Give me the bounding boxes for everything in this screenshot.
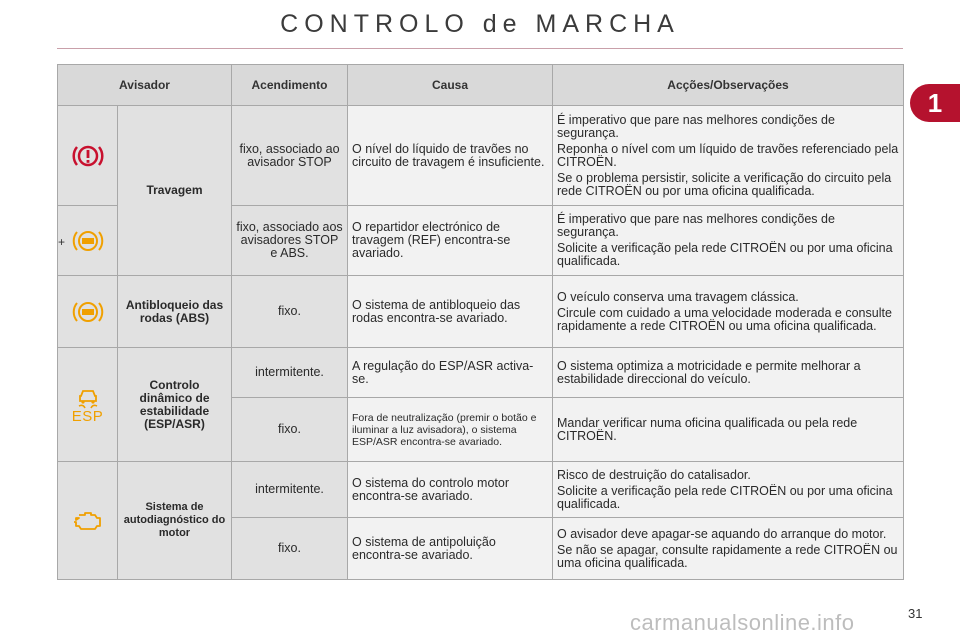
accao-text: Mandar verificar numa oficina qualificada ou pela rede CITROËN.	[557, 415, 858, 443]
page-number: 31	[908, 606, 923, 621]
causa-cell: O repartidor electrónico de travagem (REF) encontra-se avariado.	[348, 206, 553, 276]
esp-skid-icon	[73, 387, 103, 409]
accoes-cell	[553, 348, 904, 398]
header-causa: Causa	[348, 65, 553, 106]
system-travagem: Travagem	[118, 106, 232, 276]
acendimento-cell: fixo, associado ao avisador STOP	[232, 106, 348, 206]
abs-warning-icon	[71, 297, 105, 327]
abs-warning-icon	[71, 226, 105, 256]
system-esp: Controlo dinâmico de estabilidade (ESP/ASR)	[118, 348, 232, 462]
engine-check-icon	[71, 509, 105, 533]
accoes-cell	[553, 462, 904, 518]
header-acendimento: Acendimento	[232, 65, 348, 106]
acendimento-cell: fixo, associado aos avisadores STOP e ABS.	[232, 206, 348, 276]
esp-text-icon: ESP	[71, 407, 104, 425]
acendimento-cell: fixo.	[232, 398, 348, 462]
accao-text: O avisador deve apagar-se aquando do arranque do motor.	[557, 526, 887, 541]
warning-lights-table	[57, 64, 904, 580]
icon-cell	[58, 348, 118, 462]
accao-text: Solicite a verificação pela rede CITROËN ou por uma oficina qualificada.	[557, 241, 893, 268]
plus-sign: +	[58, 235, 66, 249]
brake-warning-icon	[71, 141, 105, 171]
acendimento-cell: intermitente.	[232, 348, 348, 398]
accoes-cell	[553, 518, 904, 580]
title-divider	[57, 48, 903, 49]
accao-text: Risco de destruição do catalisador.	[557, 467, 751, 482]
system-motor: Sistema de autodiagnóstico do motor	[118, 462, 232, 580]
icon-cell	[58, 206, 118, 276]
watermark: carmanualsonline.info	[630, 610, 855, 635]
table-row	[58, 106, 904, 206]
causa-cell: O sistema de antipoluição encontra-se avariado.	[348, 518, 553, 580]
system-abs: Antibloqueio das rodas (ABS)	[118, 276, 232, 348]
causa-cell: O sistema do controlo motor encontra-se avariado.	[348, 462, 553, 518]
chapter-tab[interactable]: 1	[910, 84, 960, 122]
causa-cell: O nível do líquido de travões no circuito de travagem é insuficiente.	[348, 106, 553, 206]
accoes-cell	[553, 106, 904, 206]
accao-text: O veículo conserva uma travagem clássica.	[557, 289, 799, 304]
accao-text: O sistema optimiza a motricidade e permite melhorar a estabilidade direccional do veículo.	[557, 358, 861, 386]
accao-text: É imperativo que pare nas melhores condições de segurança.	[557, 212, 835, 239]
icon-cell	[58, 106, 118, 206]
causa-cell: A regulação do ESP/ASR activa-se.	[348, 348, 553, 398]
header-avisador: Avisador	[58, 65, 232, 106]
acendimento-cell: intermitente.	[232, 462, 348, 518]
accao-text: Se o problema persistir, solicite a verificação do circuito pela rede CITROËN ou por uma oficina qualificada.	[557, 170, 892, 198]
accao-text: Solicite a verificação pela rede CITROËN ou por uma oficina qualificada.	[557, 483, 893, 511]
acendimento-cell: fixo.	[232, 518, 348, 580]
accao-text: Circule com cuidado a uma velocidade moderada e consulte rapidamente a rede CITROËN ou uma oficina qualificada.	[557, 305, 892, 333]
accoes-cell	[553, 206, 904, 276]
table-header-row	[58, 65, 904, 106]
causa-cell: Fora de neutralização (premir o botão e iluminar a luz avisadora), o sistema ESP/ASR encontra-se avariado.	[348, 398, 553, 462]
accoes-cell	[553, 398, 904, 462]
acendimento-cell: fixo.	[232, 276, 348, 348]
causa-cell: O sistema de antibloqueio das rodas encontra-se avariado.	[348, 276, 553, 348]
accoes-cell	[553, 276, 904, 348]
table-row	[58, 462, 904, 518]
page-title: CONTROLO de MARCHA	[280, 10, 680, 38]
table-row	[58, 348, 904, 398]
icon-cell	[58, 462, 118, 580]
accao-text: É imperativo que pare nas melhores condições de segurança.	[557, 112, 835, 140]
table-row	[58, 276, 904, 348]
accao-text: Se não se apagar, consulte rapidamente a rede CITROËN ou uma oficina qualificada.	[557, 542, 898, 570]
icon-cell	[58, 276, 118, 348]
accao-text: Reponha o nível com um líquido de travões referenciado pela CITROËN.	[557, 141, 899, 169]
header-accoes: Acções/Observações	[553, 65, 904, 106]
